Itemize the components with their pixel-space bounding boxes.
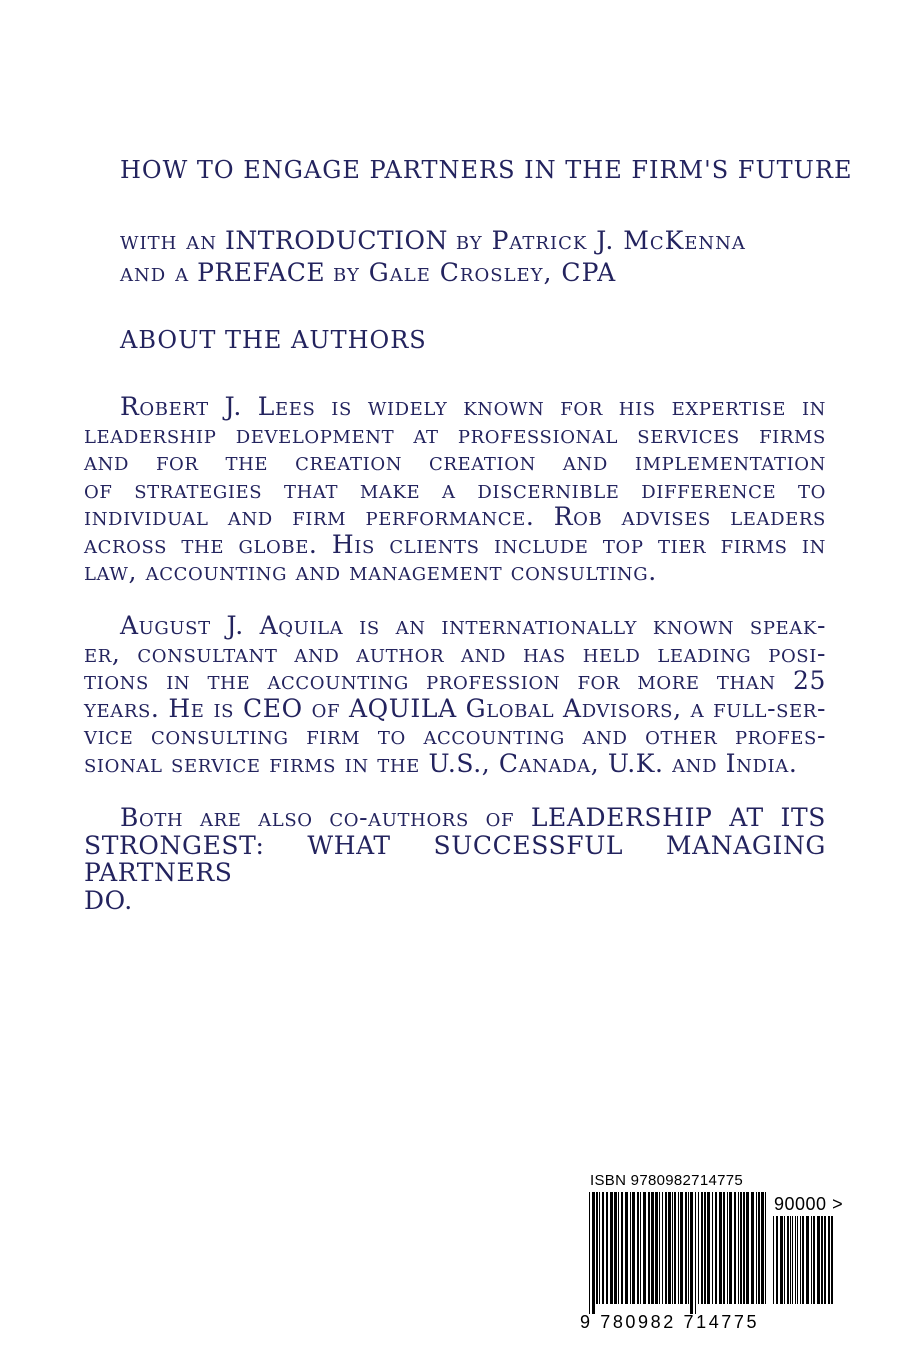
barcode-bar: [640, 1192, 641, 1304]
barcode-bar: [688, 1192, 689, 1304]
bio-robert-lees: [84, 393, 826, 586]
barcode-bar: [811, 1216, 812, 1304]
barcode-bar: [704, 1192, 706, 1304]
barcode-bar: [727, 1192, 728, 1304]
introduction-credit: [120, 226, 746, 256]
barcode-bar: [795, 1216, 796, 1304]
price-marker: >: [832, 1194, 844, 1214]
barcode-bar: [813, 1216, 815, 1304]
barcode-bar: [817, 1216, 820, 1304]
barcode-bar: [698, 1192, 699, 1304]
bio-line: and for the creation creation and implementation: [84, 447, 826, 476]
barcode-bar: [668, 1192, 671, 1304]
barcode-bar: [828, 1216, 830, 1304]
bio-line: tions in the accounting profession for more than 25: [84, 666, 826, 695]
barcode-bar: [802, 1216, 804, 1304]
barcode-bar: [740, 1192, 742, 1304]
barcode-bar: [648, 1192, 650, 1304]
bio-august-aquila: [84, 612, 826, 777]
barcode-bar: [602, 1192, 604, 1304]
barcode-bar: [637, 1192, 639, 1304]
preface-credit: [120, 258, 616, 288]
barcode-bar: [589, 1192, 590, 1314]
introduction-author: by Patrick J. McKenna: [455, 226, 746, 255]
barcode-bar: [621, 1192, 623, 1304]
price-code-digits: 90000: [774, 1194, 827, 1214]
addon-barcode-bars: [772, 1216, 834, 1314]
bio-line: vice consulting firm to accounting and other profes-: [84, 721, 826, 750]
preface-author: by Gale Crosley, CPA: [333, 258, 617, 287]
barcode-bar: [592, 1192, 595, 1314]
barcode-bar: [678, 1192, 679, 1304]
barcode-bar: [643, 1192, 646, 1304]
coauthors-line: Both are also co-authors of LEADERSHIP AT ITS: [120, 803, 826, 832]
bio-line: individual and firm performance. Rob advises leaders: [84, 502, 826, 531]
barcode-bar: [685, 1192, 687, 1304]
barcode-bar: [599, 1192, 600, 1304]
introduction-prefix: with an: [120, 226, 218, 255]
isbn-barcode: [578, 1168, 878, 1336]
barcode-bar: [701, 1192, 703, 1304]
introduction-keyword: INTRODUCTION: [224, 226, 448, 255]
price-code: [774, 1194, 843, 1215]
barcode-bar: [831, 1216, 833, 1304]
barcode-bar: [715, 1192, 717, 1304]
bio-line: leadership development at professional services firms: [84, 419, 826, 449]
barcode-bar: [738, 1192, 739, 1304]
barcode-bar: [780, 1216, 783, 1304]
ean-barcode-bars: [588, 1192, 768, 1314]
barcode-bar: [746, 1192, 749, 1304]
preface-prefix: and a: [120, 258, 190, 287]
barcode-bar: [610, 1192, 613, 1304]
barcode-bar: [729, 1192, 732, 1304]
barcode-bar: [734, 1192, 736, 1304]
barcode-bar: [707, 1192, 710, 1304]
barcode-bar: [632, 1192, 635, 1304]
barcode-bar: [618, 1192, 619, 1304]
coauthors-note: [84, 804, 826, 914]
barcode-bar: [662, 1192, 663, 1304]
preface-keyword: PREFACE: [197, 258, 326, 287]
barcode-bar: [787, 1216, 789, 1304]
barcode-bar: [680, 1192, 683, 1304]
barcode-bar: [665, 1192, 667, 1304]
barcode-bar: [806, 1216, 809, 1304]
bio-line: sional service firms in the U.S., Canada, U.K. and India.: [84, 748, 798, 778]
barcode-bar: [606, 1192, 608, 1304]
barcode-bar: [672, 1192, 673, 1304]
barcode-bar: [743, 1192, 745, 1304]
barcode-bar: [773, 1216, 774, 1304]
barcode-bar: [625, 1192, 628, 1304]
bio-line: of strategies that make a discernible difference to: [84, 474, 826, 504]
bio-line: Robert J. Lees is widely known for his expertise in: [120, 392, 826, 421]
bio-line: er, consultant and author and has held leading posi-: [84, 638, 826, 668]
barcode-bar: [690, 1192, 693, 1314]
tagline: HOW TO ENGAGE PARTNERS IN THE FIRM'S FUTURE: [120, 156, 853, 184]
barcode-bar: [630, 1192, 631, 1304]
bio-line: August J. Aquila is an internationally known speak-: [120, 611, 826, 640]
barcode-bar: [758, 1192, 760, 1304]
about-authors-heading: ABOUT THE AUTHORS: [120, 326, 427, 354]
barcode-bar: [659, 1192, 660, 1304]
ean-digits: 9 780982 714775: [580, 1312, 760, 1332]
barcode-bar: [797, 1216, 798, 1304]
isbn-label: ISBN 9780982714775: [590, 1172, 744, 1189]
barcode-bar: [821, 1216, 823, 1304]
coauthors-line: STRONGEST: WHAT SUCCESSFUL MANAGING PARTNERS: [84, 830, 826, 887]
barcode-bar: [723, 1192, 725, 1304]
barcode-bar: [800, 1216, 801, 1304]
barcode-bar: [756, 1192, 757, 1304]
barcode-bar: [674, 1192, 676, 1304]
barcode-bar: [719, 1192, 722, 1304]
coauthors-line: DO.: [84, 885, 133, 915]
barcode-bar: [761, 1192, 764, 1304]
barcode-bar: [655, 1192, 658, 1304]
bio-line: years. He is CEO of AQUILA Global Advisors, a full-ser-: [84, 693, 826, 723]
barcode-bar: [651, 1192, 654, 1304]
barcode-bar: [792, 1216, 793, 1304]
barcode-bar: [614, 1192, 617, 1304]
barcode-bar: [596, 1192, 598, 1304]
bio-line: across the globe. His clients include top tier firms in: [84, 529, 826, 559]
barcode-bar: [712, 1192, 713, 1304]
barcode-bar: [784, 1216, 785, 1304]
barcode-bar: [824, 1216, 826, 1304]
barcode-bar: [751, 1192, 754, 1304]
barcode-bar: [790, 1216, 791, 1304]
barcode-bar: [776, 1216, 778, 1304]
barcode-bar: [765, 1192, 766, 1304]
bio-line: law, accounting and management consulting.: [84, 557, 657, 586]
barcode-bar: [695, 1192, 696, 1314]
